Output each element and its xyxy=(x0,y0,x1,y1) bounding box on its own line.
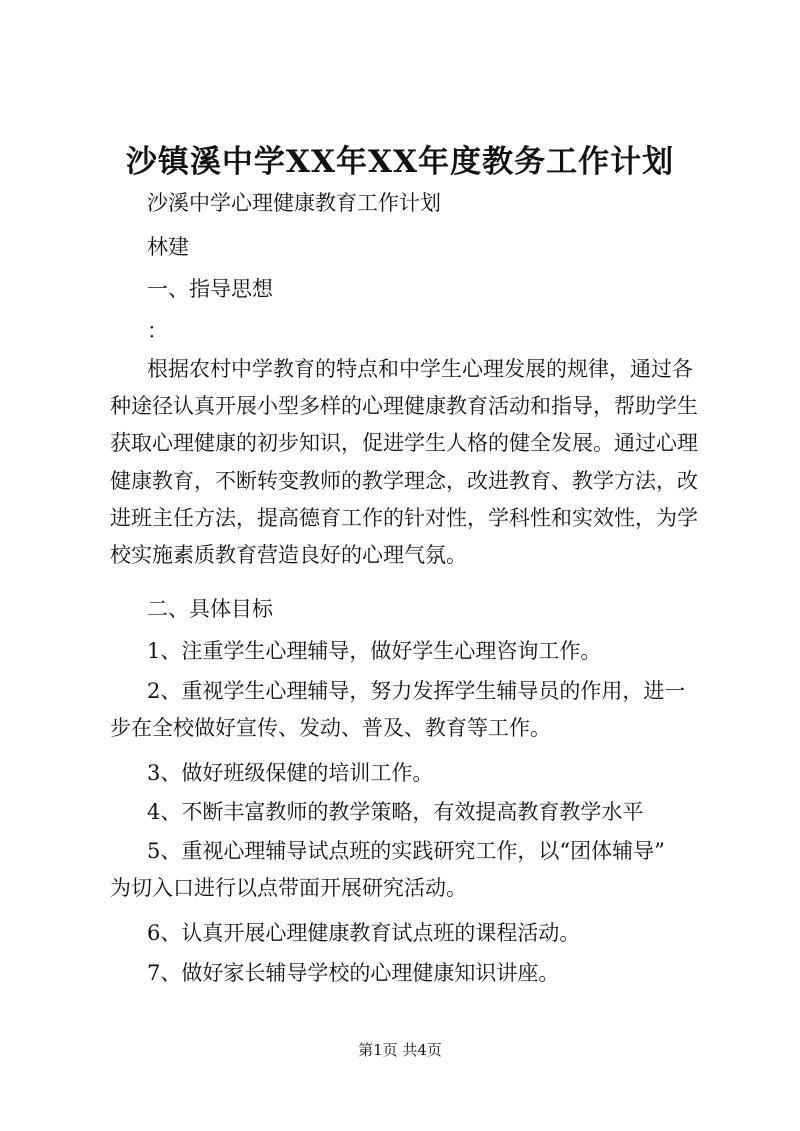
paragraph-line: 健康教育，不断转变教师的教学理念，改进教育、教学方法，改 xyxy=(110,468,698,493)
paragraph-line: 进班主任方法，提高德育工作的针对性，学科性和实效性，为学 xyxy=(110,505,698,530)
colon-line: ： xyxy=(147,319,168,343)
section-heading-specific-goals: 二、具体目标 xyxy=(147,597,273,621)
paragraph-line: 根据农村中学教育的特点和中学生心理发展的规律，通过各 xyxy=(147,357,693,381)
paragraph-guiding-thought xyxy=(110,351,710,574)
goal-item-7: 7、做好家长辅导学校的心理健康知识讲座。 xyxy=(147,961,560,985)
goal-item-4: 4、不断丰富教师的教学策略，有效提高教育教学水平 xyxy=(147,800,644,824)
paragraph-line: 获取心理健康的初步知识，促进学生人格的健全发展。通过心理 xyxy=(110,431,698,456)
goal-item-1: 1、注重学生心理辅导，做好学生心理咨询工作。 xyxy=(147,639,602,663)
paragraph-line: 种途径认真开展小型多样的心理健康教育活动和指导，帮助学生 xyxy=(110,394,698,419)
page-footer: 第1页 共4页 xyxy=(358,1041,442,1059)
section-heading-guiding-thought: 一、指导思想 xyxy=(147,277,273,301)
paragraph-line: 5、重视心理辅导试点班的实践研究工作，以“团体辅导” xyxy=(147,839,665,863)
goal-item-6: 6、认真开展心理健康教育试点班的课程活动。 xyxy=(147,921,581,945)
paragraph-line: 校实施素质教育营造良好的心理气氛。 xyxy=(110,543,467,568)
paragraph-line: 2、重视学生心理辅导，努力发挥学生辅导员的作用，进一 xyxy=(147,679,686,703)
document-subtitle: 沙溪中学心理健康教育工作计划 xyxy=(147,191,441,215)
goal-item-5 xyxy=(110,833,710,907)
goal-item-3: 3、做好班级保健的培训工作。 xyxy=(147,761,434,785)
paragraph-line: 步在全校做好宣传、发动、普及、教育等工作。 xyxy=(110,716,551,741)
goal-item-2 xyxy=(110,673,710,747)
paragraph-line: 为切入口进行以点带面开展研究活动。 xyxy=(110,876,467,901)
document-title: 沙镇溪中学XX年XX年度教务工作计划 xyxy=(125,144,675,180)
author-name: 林建 xyxy=(147,235,189,259)
